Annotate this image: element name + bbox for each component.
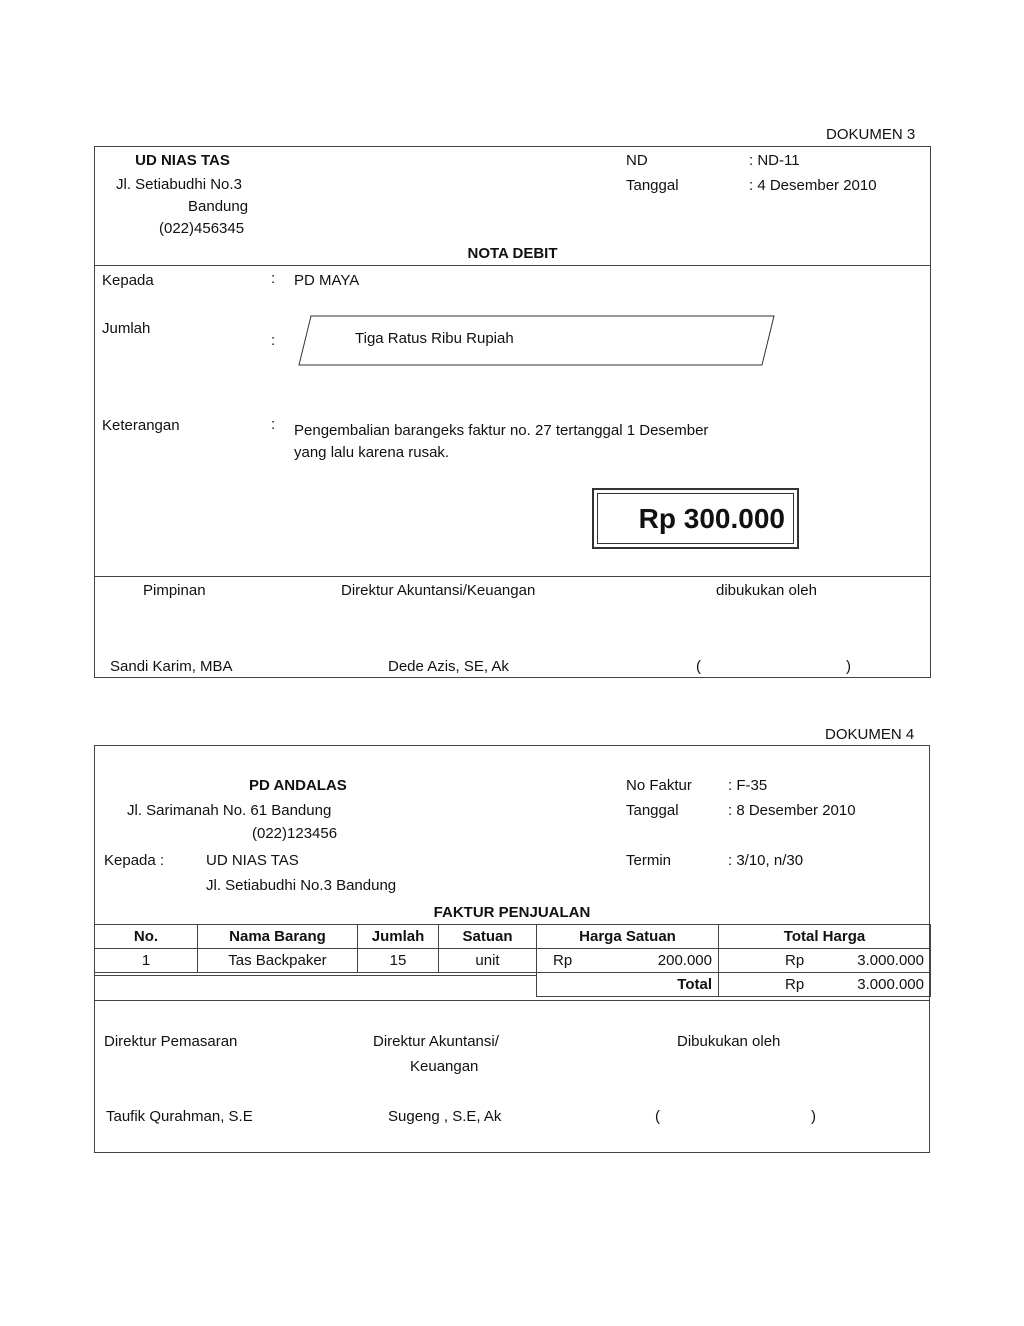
date-value: : 4 Desember 2010 bbox=[749, 177, 877, 194]
table-row bbox=[95, 949, 931, 973]
colon: : bbox=[271, 416, 276, 433]
total-value: 3.000.000 bbox=[857, 952, 924, 969]
divider bbox=[94, 265, 931, 266]
term-value: : 3/10, n/30 bbox=[728, 852, 804, 869]
divider bbox=[94, 975, 536, 976]
signatory-name: Sandi Karim, MBA bbox=[110, 658, 233, 675]
signatory-title: Pimpinan bbox=[143, 582, 206, 599]
table-header-row bbox=[95, 925, 931, 949]
signatory-title: dibukukan oleh bbox=[716, 582, 817, 599]
items-table bbox=[94, 924, 931, 997]
document-title: FAKTUR PENJUALAN bbox=[433, 904, 591, 921]
to-address: Jl. Setiabudhi No.3 Bandung bbox=[206, 877, 397, 894]
currency: Rp bbox=[785, 976, 805, 993]
note-line: Pengembalian barangeks faktur no. 27 tertanggal 1 Desember bbox=[294, 422, 709, 439]
paren-close: ) bbox=[846, 658, 851, 675]
paren-close: ) bbox=[811, 1108, 816, 1125]
date-label: Tanggal bbox=[626, 177, 679, 194]
signatory-name: Sugeng , S.E, Ak bbox=[388, 1108, 502, 1125]
signatory-title: Dibukukan oleh bbox=[677, 1033, 781, 1050]
nd-label: ND bbox=[626, 152, 648, 169]
cell-unit: unit bbox=[439, 949, 537, 973]
signatory-title: Direktur Akuntansi/Keuangan bbox=[341, 582, 536, 599]
column-header: No. bbox=[95, 925, 198, 949]
column-header: Total Harga bbox=[719, 925, 931, 949]
signatory-title: Direktur Akuntansi/ bbox=[373, 1033, 499, 1050]
cell-qty: 15 bbox=[358, 949, 439, 973]
divider bbox=[94, 1000, 930, 1001]
cell-grand-total bbox=[719, 973, 931, 997]
company-address: Jl. Setiabudhi No.3 bbox=[116, 176, 242, 193]
column-header: Nama Barang bbox=[198, 925, 358, 949]
paren-open: ( bbox=[655, 1108, 660, 1125]
grand-total-value: 3.000.000 bbox=[857, 976, 924, 993]
cell-total bbox=[719, 949, 931, 973]
term-label: Termin bbox=[626, 852, 672, 869]
amount-value: Rp 300.000 bbox=[597, 493, 794, 544]
date-value: : 8 Desember 2010 bbox=[728, 802, 856, 819]
to-label: Kepada : bbox=[104, 852, 165, 869]
to-value: PD MAYA bbox=[294, 272, 360, 289]
note-line: yang lalu karena rusak. bbox=[294, 444, 450, 461]
company-address: Jl. Sarimanah No. 61 Bandung bbox=[127, 802, 332, 819]
paren-open: ( bbox=[696, 658, 701, 675]
colon: : bbox=[271, 332, 276, 349]
total-row bbox=[95, 973, 931, 997]
column-header: Harga Satuan bbox=[537, 925, 719, 949]
document-title: NOTA DEBIT bbox=[467, 245, 558, 262]
to-label: Kepada bbox=[102, 272, 154, 289]
price-value: 200.000 bbox=[657, 952, 712, 969]
doc4-label: DOKUMEN 4 bbox=[825, 726, 915, 743]
company-city: Bandung bbox=[188, 198, 249, 215]
divider bbox=[94, 576, 931, 577]
colon: : bbox=[271, 270, 276, 287]
company-phone: (022)123456 bbox=[252, 825, 338, 842]
cell-name: Tas Backpaker bbox=[198, 949, 358, 973]
company-name: UD NIAS TAS bbox=[135, 152, 230, 169]
column-header: Satuan bbox=[439, 925, 537, 949]
invoice-label: No Faktur bbox=[626, 777, 692, 794]
note-label: Keterangan bbox=[102, 417, 180, 434]
currency: Rp bbox=[553, 952, 573, 969]
company-phone: (022)456345 bbox=[159, 220, 245, 237]
invoice-value: : F-35 bbox=[728, 777, 768, 794]
column-header: Jumlah bbox=[358, 925, 439, 949]
company-name: PD ANDALAS bbox=[249, 777, 347, 794]
cell-price bbox=[537, 949, 719, 973]
signatory-name: Taufik Qurahman, S.E bbox=[106, 1108, 253, 1125]
signatory-name: Dede Azis, SE, Ak bbox=[388, 658, 509, 675]
amount-words: Tiga Ratus Ribu Rupiah bbox=[355, 330, 514, 347]
date-label: Tanggal bbox=[626, 802, 679, 819]
nd-value: : ND-11 bbox=[749, 152, 800, 169]
total-label: Total bbox=[537, 973, 719, 997]
cell-no: 1 bbox=[95, 949, 198, 973]
signatory-title: Keuangan bbox=[410, 1058, 479, 1075]
amount-box bbox=[592, 488, 799, 549]
signatory-title: Direktur Pemasaran bbox=[104, 1033, 238, 1050]
amount-label: Jumlah bbox=[102, 320, 151, 337]
to-name: UD NIAS TAS bbox=[206, 852, 299, 869]
doc3-label: DOKUMEN 3 bbox=[826, 126, 916, 143]
currency: Rp bbox=[785, 952, 805, 969]
